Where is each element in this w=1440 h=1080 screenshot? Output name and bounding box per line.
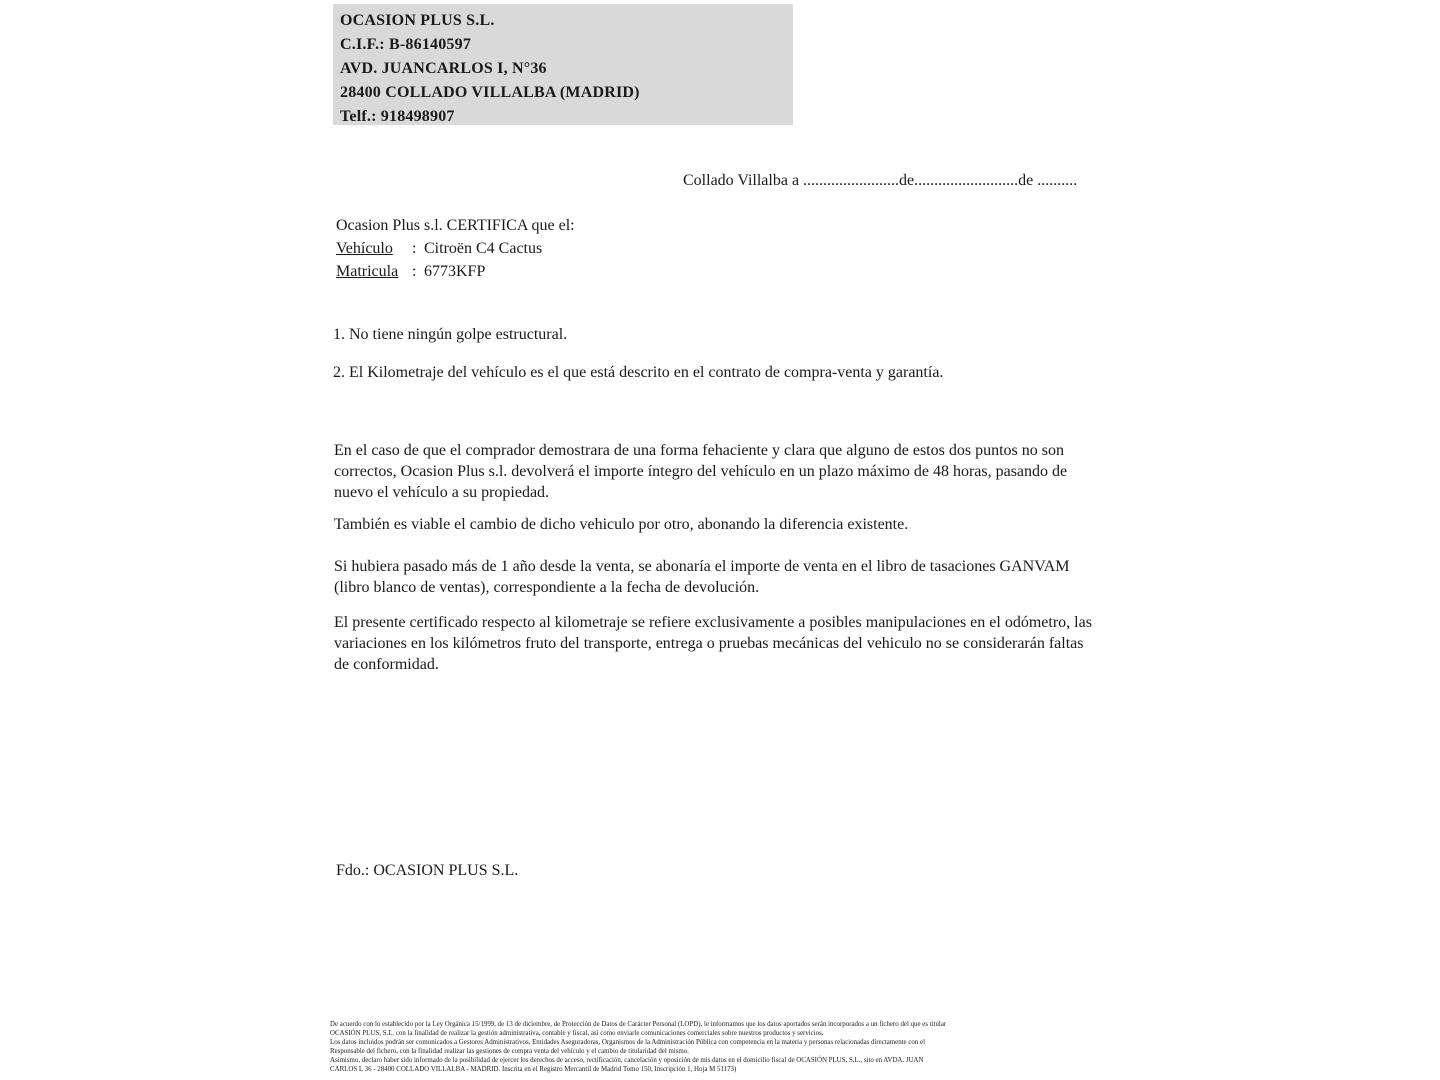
certified-point-2: 2. El Kilometraje del vehículo es el que está descrito en el contrato de compra-venta y garantía. — [333, 364, 944, 381]
legal-line-3: Los datos incluidos podrán ser comunicados a Gestores Administrativos, Entidades Aseguradoras, Organismos de la Administración Pública con competencia en la materia y personas relacionadas directamente con el — [330, 1039, 925, 1046]
legal-line-6: CARLOS I, 36 - 28400 COLLADO VILLALBA - MADRID. Inscrita en el Registro Mercantil de Madrid Tomo 150, Inscripción 1, Hoja M 51173) — [330, 1066, 737, 1073]
date-line: Collado Villalba a ........................de..........................de .......... — [683, 172, 1078, 189]
company-cif: C.I.F.: B-86140597 — [340, 36, 472, 53]
vehicle-value: Citroën C4 Cactus — [424, 240, 543, 257]
signature-line: Fdo.: OCASION PLUS S.L. — [336, 862, 519, 879]
paragraph-refund-terms: En el caso de que el comprador demostrara de una forma fehaciente y clara que alguno de estos dos puntos no son correctos, Ocasion Plus s.l. devolverá el importe íntegro del vehículo en un plazo máximo de 48 horas, pasando de nuevo el vehículo a su propiedad. — [334, 442, 1068, 501]
legal-line-1: De acuerdo con lo establecido por la Ley Orgánica 15/1999, de 13 de diciembre, de Protección de Datos de Carácter Personal (LOPD), le informamos que los datos aportados serán incorporados a un fichero del que es titular — [330, 1021, 947, 1028]
paragraph-exchange-option: También es viable el cambio de dicho vehiculo por otro, abonando la diferencia existente. — [334, 516, 909, 533]
legal-line-5: Asimismo, declaro haber sido informado de la posibilidad de ejercer los derechos de acceso, rectificación, cancelación y oposición de mis datos en el domicilio fiscal de OCASIÓN PLUS, S.L., sito en AVDA. JUAN — [330, 1057, 924, 1064]
vehicle-field — [336, 240, 542, 258]
company-address: AVD. JUANCARLOS I, N°36 — [340, 60, 547, 77]
vehicle-label: Vehículo — [336, 240, 393, 257]
company-name: OCASION PLUS S.L. — [340, 12, 495, 29]
legal-line-4: Responsable del fichero, con la finalidad realizar las gestiones de compra venta del vehículo y el cambio de titularidad del mismo. — [330, 1048, 689, 1055]
company-phone: Telf.: 918498907 — [340, 108, 455, 125]
vehicle-separator: : — [412, 240, 417, 257]
plate-value: 6773KFP — [424, 263, 486, 280]
company-city: 28400 COLLADO VILLALBA (MADRID) — [340, 84, 640, 101]
plate-label: Matricula — [336, 263, 399, 280]
plate-separator: : — [412, 263, 417, 280]
legal-footer — [330, 1020, 1105, 1074]
paragraph-ganvam-valuation: Si hubiera pasado más de 1 año desde la venta, se abonaría el importe de venta en el libro de tasaciones GANVAM (libro blanco de ventas), correspondiente a la fecha de devolución. — [334, 558, 1070, 596]
certify-intro: Ocasion Plus s.l. CERTIFICA que el: — [336, 217, 575, 234]
letterhead — [333, 4, 793, 125]
certified-point-1: 1. No tiene ningún golpe estructural. — [333, 326, 568, 343]
paragraph-odometer-disclaimer: El presente certificado respecto al kilometraje se refiere exclusivamente a posibles manipulaciones en el odómetro, las variaciones en los kilómetros fruto del transporte, entrega o pruebas mecánicas del vehiculo no se considerarán faltas de conformidad. — [334, 614, 1092, 673]
plate-field — [336, 263, 485, 281]
legal-line-2: OCASIÓN PLUS, S.L. con la finalidad de realizar la gestión administrativa, contable y fiscal, así como enviarle comunicaciones comerciales sobre nuestros productos y servicios. — [330, 1030, 824, 1037]
